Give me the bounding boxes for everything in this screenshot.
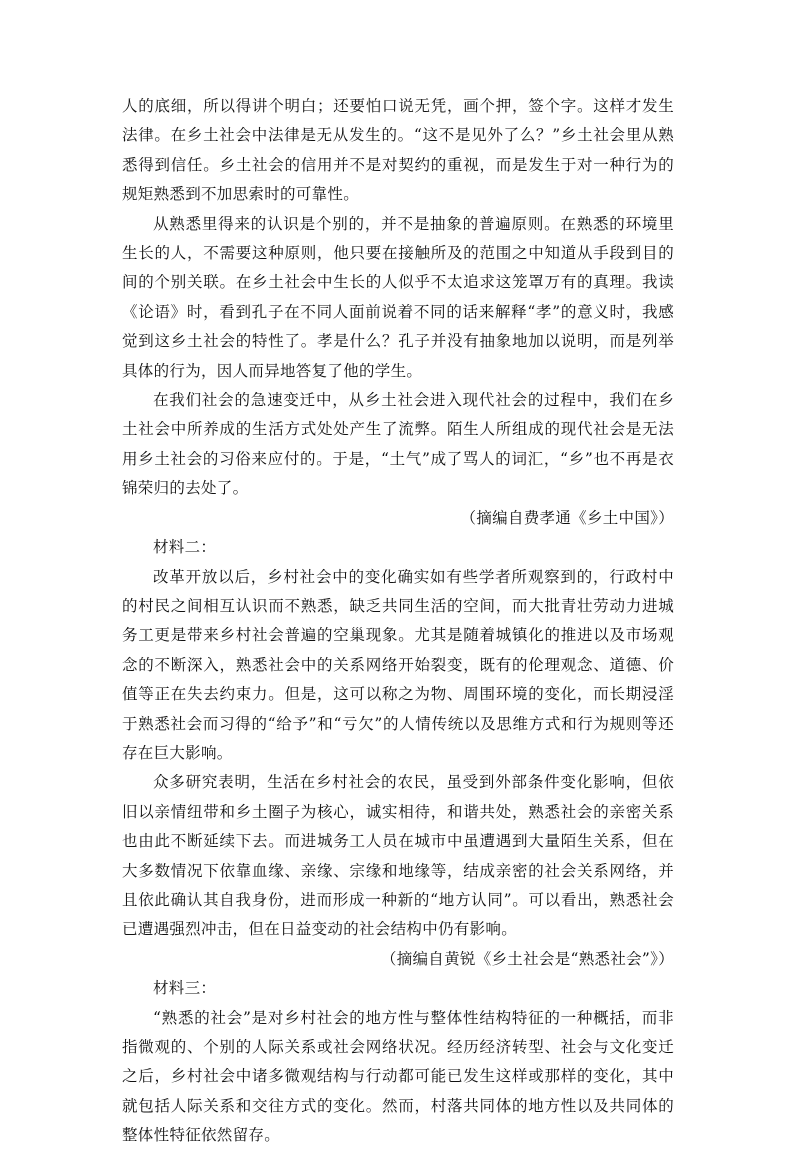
paragraph-3: 在我们社会的急速变迁中，从乡土社会进入现代社会的过程中，我们在乡土社会中所养成的生活方式处处产生了流弊。陌生人所组成的现代社会是无法用乡土社会的习俗来应付的。于是，“土气”成了骂人的词汇，“乡”也不再是衣锦荣归的去处了。 [122,391,674,498]
paragraph-2: 从熟悉里得来的认识是个别的，并不是抽象的普遍原则。在熟悉的环境里生长的人，不需要这种原则，他只要在接触所及的范围之中知道从手段到目的间的个别关联。在乡土社会中生长的人似乎不太追求这笼罩万有的真理。我读《论语》时，看到孔子在不同人面前说着不同的话来解释“孝”的意义时，我感觉到这乡土社会的特性了。孝是什么？孔子并没有抽象地加以说明，而是列举具体的行为，因人而异地答复了他的学生。 [122,214,674,380]
material-two-heading: 材料二： [153,538,217,557]
source-citation-1: （摘编自费孝通《乡土中国》） [460,508,674,527]
material-three-heading: 材料三： [153,979,217,998]
paragraph-4: 改革开放以后，乡村社会中的变化确实如有些学者所观察到的，行政村中的村民之间相互认识而不熟悉，缺乏共同生活的空间，而大批青壮劳动力进城务工更是带来乡村社会普遍的空巢现象。尤其是随着城镇化的推进以及市场观念的不断深入，熟悉社会中的关系网络开始裂变，既有的伦理观念、道德、价值等正在失去约束力。但是，这可以称之为物、周围环境的变化，而长期浸淫于熟悉社会而习得的“给予”和“亏欠”的人情传统以及思维方式和行为规则等还存在巨大影响。 [122,567,674,762]
paragraph-1: 人的底细，所以得讲个明白；还要怕口说无凭，画个押，签个字。这样才发生法律。在乡土社会中法律是无从发生的。“这不是见外了么？”乡土社会里从熟悉得到信任。乡土社会的信用并不是对契约的重视，而是发生于对一种行为的规矩熟悉到不加思索时的可靠性。 [122,97,674,204]
paragraph-6: “熟悉的社会”是对乡村社会的地方性与整体性结构特征的一种概括，而非指微观的、个别的人际关系或社会网络状况。经历经济转型、社会与文化变迁之后，乡村社会中诸多微观结构与行动都可能已发生这样或那样的变化，其中就包括人际关系和交往方式的变化。然而，村落共同体的地方性以及共同体的整体性特征依然留存。 [122,1008,674,1145]
paragraph-5: 众多研究表明，生活在乡村社会的农民，虽受到外部条件变化影响，但依旧以亲情纽带和乡土圈子为核心，诚实相待，和谐共处，熟悉社会的亲密关系也由此不断延续下去。而进城务工人员在城市中虽遭遇到大量陌生关系，但在大多数情况下依靠血缘、亲缘、宗缘和地缘等，结成亲密的社会关系网络，并且依此确认其自我身份，进而形成一种新的“地方认同”。可以看出，熟悉社会已遭遇强烈冲击，但在日益变动的社会结构中仍有影响。 [122,773,674,939]
document-page [122,92,674,1151]
source-citation-2: （摘编自黄锐《乡土社会是“熟悉社会”》） [380,949,674,968]
